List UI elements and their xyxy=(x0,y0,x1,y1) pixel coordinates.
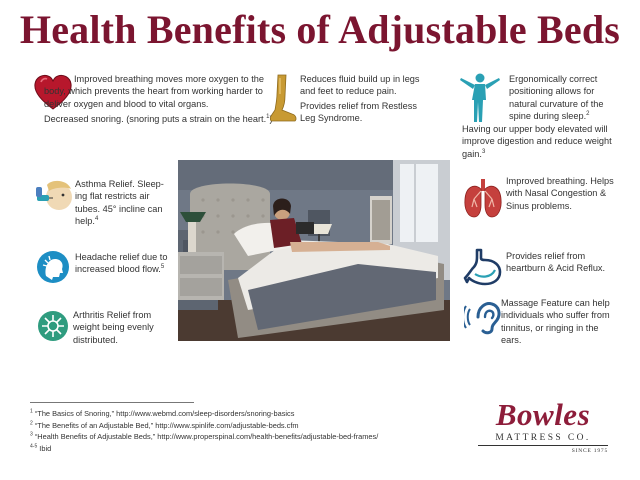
footnote-ref: 1 xyxy=(266,114,270,121)
brand-since: SINCE 1975 xyxy=(571,448,608,454)
footnote-divider xyxy=(30,402,194,403)
inhaler-icon xyxy=(33,179,73,213)
headache-text: Headache relief due to increased blood flow. xyxy=(75,252,168,275)
lungs-text: Improved breathing. Helps with Nasal Congestion & Sinus problems. xyxy=(506,176,614,211)
footnote: $^1$ “The Basics of Snoring,” http://www.webmd.com/sleep-disorders/snoring-basics xyxy=(30,408,295,418)
page-title: Health Benefits of Adjustable Beds xyxy=(19,7,621,52)
brand-logo xyxy=(474,397,612,459)
stomach-benefit xyxy=(506,250,606,275)
arthritis-text: Arthritis Relief from weight being evenly distributed. xyxy=(73,310,154,345)
breathing-text: Improved breathing moves more oxygen to the body, which prevents the heart from working harder to deliver oxygen and blood to vital organs. xyxy=(44,74,264,109)
footnote: $^2$ “The Benefits of an Adjustable Bed,” http://www.spinlife.com/adjustable-beds.cfm xyxy=(30,420,299,430)
restless-leg-text: Provides relief from Restless Leg Syndrome. xyxy=(300,100,417,124)
footnote-ref: 3 xyxy=(481,148,486,155)
arthritis-benefit xyxy=(73,309,173,346)
leg-icon xyxy=(268,74,298,124)
footnote-ref: 2 xyxy=(586,111,590,118)
headache-icon xyxy=(36,250,70,284)
brand-name: Bowles xyxy=(495,397,591,432)
bed-photo xyxy=(178,160,450,341)
stomach-icon xyxy=(463,248,503,286)
footnote-ref: 5 xyxy=(160,264,165,271)
footnote: $^3$ “Health Benefits of Adjustable Beds,” http://www.properspinal.com/health-benefits/adjustable-bed-frames/ xyxy=(30,431,379,442)
asthma-text: Asthma Relief. Sleep-ing flat restricts air tubes. 45° incline can help. xyxy=(75,179,164,227)
spine-text: Ergonomically correct positioning allows for natural curvature of the spine during sleep. xyxy=(509,74,604,122)
human-figure-icon xyxy=(458,72,502,124)
footnote-ref: 4 xyxy=(94,216,99,223)
asthma-benefit xyxy=(75,178,175,228)
breathing-benefit xyxy=(44,73,276,126)
lungs-benefit xyxy=(506,175,614,212)
footnote: $^{4-5}$ Ibid xyxy=(30,443,52,453)
digestion-benefit xyxy=(462,123,614,160)
legs-benefit xyxy=(300,73,430,125)
arthritis-icon xyxy=(37,310,69,342)
digestion-text: Having our upper body elevated will improve digestion and reduce weight gain. xyxy=(462,124,612,159)
brand-subtitle: MATTRESS CO. xyxy=(495,433,591,443)
ear-icon xyxy=(464,299,502,335)
legs-text: Reduces fluid build up in legs and feet to reduce pain. xyxy=(300,74,420,97)
snoring-text: Decreased snoring. (snoring puts a strain on the heart. xyxy=(44,114,267,125)
brand-divider xyxy=(478,445,608,446)
lungs-icon xyxy=(462,175,504,219)
spine-benefit xyxy=(509,73,613,123)
headache-benefit xyxy=(75,251,175,276)
massage-text: Massage Feature can help individuals who suffer from tinnitus, or ringing in the ears. xyxy=(501,298,610,346)
footnotes xyxy=(30,408,378,454)
massage-benefit xyxy=(501,297,613,347)
stomach-text: Provides relief from heartburn & Acid Reflux. xyxy=(506,251,606,274)
